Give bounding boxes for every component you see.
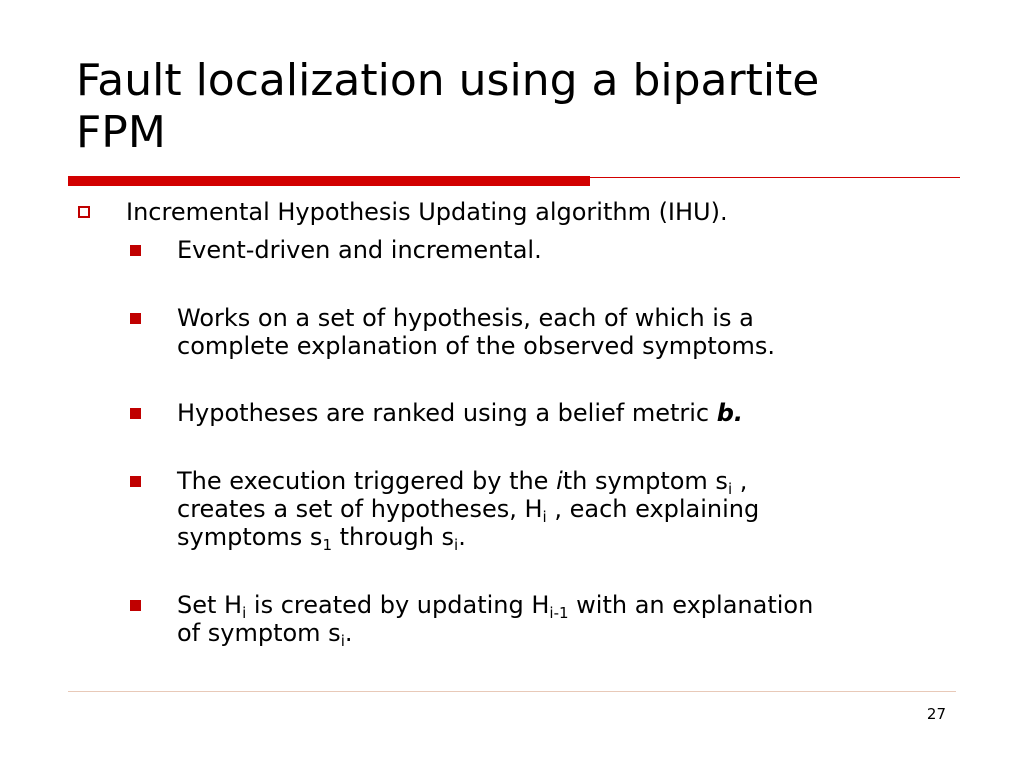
sub-bullet-event-driven-text: Event-driven and incremental.: [177, 236, 542, 264]
sub-bullet-hypothesis-set-line-1: Works on a set of hypothesis, each of which is a: [177, 304, 754, 332]
title-divider-thin: [590, 177, 960, 178]
filled-square-bullet-icon: [130, 476, 141, 487]
slide-title: [76, 55, 976, 159]
subscript: i-1: [549, 604, 569, 622]
sub-bullet-hypothesis-set-text: [177, 304, 775, 360]
text-run: through s: [331, 523, 455, 551]
page-number: 27: [926, 705, 946, 723]
text-run: symptoms s: [177, 523, 323, 551]
text-run: th symptom s: [562, 467, 728, 495]
text-run: , each explaining: [546, 495, 760, 523]
footer-divider: [68, 691, 956, 692]
sub-bullet-execution-line-2: [177, 495, 760, 526]
sub-bullet-execution-text: [177, 467, 760, 554]
text-run: with an explanation: [568, 591, 814, 619]
hollow-square-bullet-icon: [78, 206, 90, 218]
subscript: i: [340, 632, 345, 650]
subscript: 1: [322, 536, 332, 554]
text-run: The execution triggered by the: [177, 467, 557, 495]
filled-square-bullet-icon: [130, 245, 141, 256]
text-run: .: [344, 619, 353, 647]
text-run: of symptom s: [177, 619, 341, 647]
filled-square-bullet-icon: [130, 600, 141, 611]
text-run: creates a set of hypotheses, H: [177, 495, 543, 523]
text-run: .: [458, 523, 466, 551]
text-run: ,: [732, 467, 748, 495]
subscript: i: [727, 480, 733, 498]
sub-bullet-update-set-text: [177, 591, 814, 650]
subscript: i: [242, 604, 247, 622]
text-run: is created by updating H: [246, 591, 550, 619]
subscript: i: [542, 508, 547, 526]
sub-bullet-update-set-line-1: [177, 591, 814, 622]
sub-bullet-hypothesis-set-line-2: complete explanation of the observed symptoms.: [177, 332, 775, 360]
sub-bullet-belief-metric-text: [177, 399, 743, 427]
sub-bullet-execution-line-3: [177, 523, 759, 554]
text-run: Set H: [177, 591, 243, 619]
slide-title-line-2: FPM: [76, 107, 166, 158]
filled-square-bullet-icon: [130, 313, 141, 324]
sub-bullet-execution-line-1: [177, 467, 759, 498]
slide-title-line-1: Fault localization using a bipartite: [76, 55, 820, 106]
subscript: i: [454, 536, 459, 554]
title-divider-thick: [68, 176, 590, 186]
bullet-ihu-text: Incremental Hypothesis Updating algorithm (IHU).: [126, 198, 728, 226]
belief-metric-symbol: b.: [716, 399, 744, 427]
belief-metric-phrase: Hypotheses are ranked using a belief metric: [177, 399, 717, 427]
italic-index: i: [556, 467, 563, 495]
sub-bullet-update-set-line-2: [177, 619, 813, 650]
filled-square-bullet-icon: [130, 408, 141, 419]
